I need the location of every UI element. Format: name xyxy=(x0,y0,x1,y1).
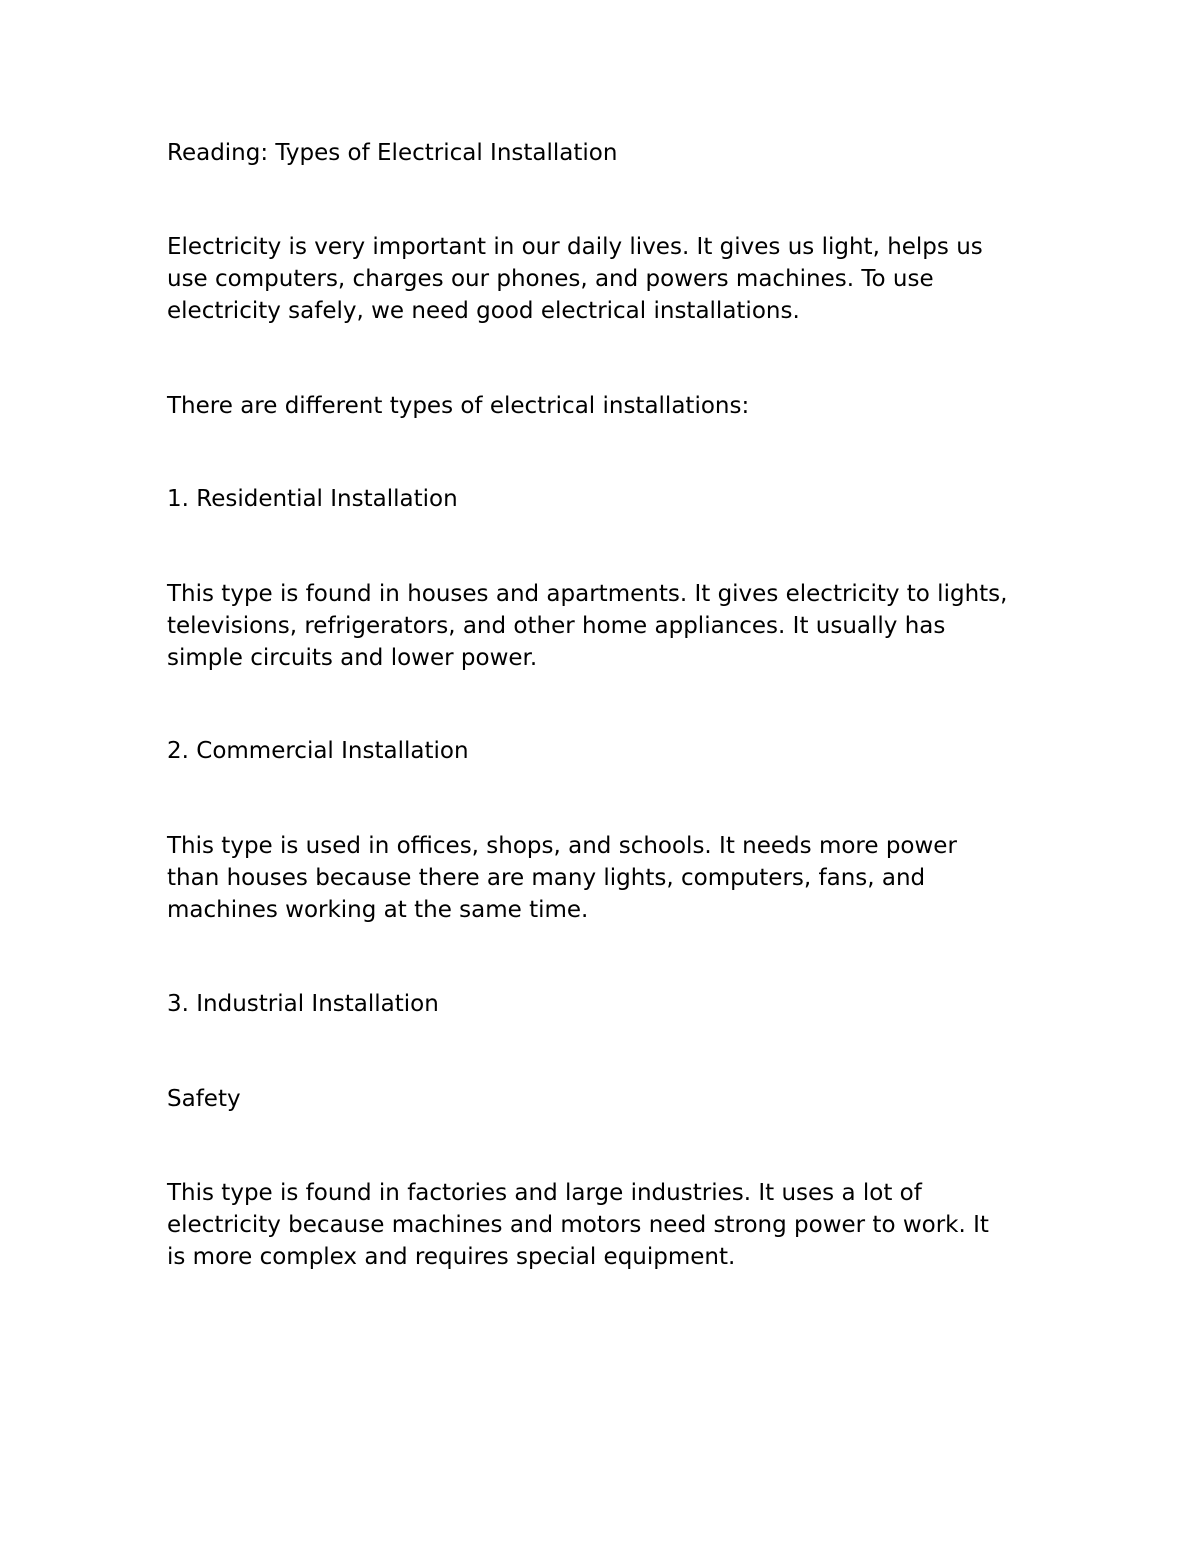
safety-heading: Safety xyxy=(167,1086,241,1112)
paragraph-line: This type is found in factories and large industries. It uses a lot of xyxy=(167,1180,922,1206)
paragraph-line: televisions, refrigerators, and other home appliances. It usually has xyxy=(167,613,946,639)
section-heading-residential: 1. Residential Installation xyxy=(167,486,458,512)
residential-paragraph xyxy=(167,578,1047,674)
paragraph-line: use computers, charges our phones, and powers machines. To use xyxy=(167,266,934,292)
types-intro-text: There are different types of electrical installations: xyxy=(167,393,750,419)
industrial-paragraph xyxy=(167,1177,1047,1273)
paragraph-line: than houses because there are many lights, computers, fans, and xyxy=(167,865,926,891)
paragraph-line: Electricity is very important in our daily lives. It gives us light, helps us xyxy=(167,234,983,260)
paragraph-line: electricity because machines and motors need strong power to work. It xyxy=(167,1212,989,1238)
section-heading-commercial: 2. Commercial Installation xyxy=(167,738,469,764)
paragraph-line: This type is used in offices, shops, and schools. It needs more power xyxy=(167,833,957,859)
paragraph-line: This type is found in houses and apartments. It gives electricity to lights, xyxy=(167,581,1008,607)
commercial-paragraph xyxy=(167,830,1047,926)
paragraph-line: simple circuits and lower power. xyxy=(167,645,538,671)
paragraph-line: is more complex and requires special equipment. xyxy=(167,1244,736,1270)
paragraph-line: machines working at the same time. xyxy=(167,897,589,923)
document-title: Reading: Types of Electrical Installation xyxy=(167,140,618,166)
intro-paragraph xyxy=(167,231,1047,327)
paragraph-line: electricity safely, we need good electrical installations. xyxy=(167,298,800,324)
section-heading-industrial: 3. Industrial Installation xyxy=(167,991,439,1017)
